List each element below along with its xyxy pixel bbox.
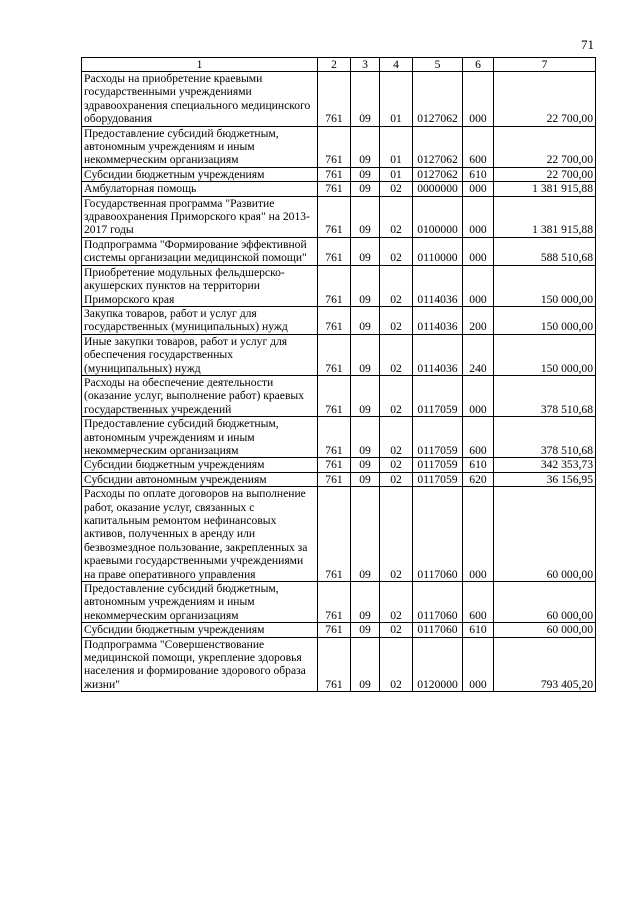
amount-cell: 60 000,00 (494, 487, 596, 582)
section-code-cell: 09 (351, 237, 380, 265)
header-cell-name: 1 (82, 58, 318, 72)
header-cell-ministry: 2 (318, 58, 351, 72)
header-cell-subsection: 4 (380, 58, 413, 72)
amount-cell: 588 510,68 (494, 237, 596, 265)
ministry-code-cell: 761 (318, 182, 351, 196)
subsection-code-cell: 02 (380, 334, 413, 375)
ministry-code-cell: 761 (318, 334, 351, 375)
ministry-code-cell: 761 (318, 72, 351, 127)
ministry-code-cell: 761 (318, 375, 351, 416)
row-name-cell: Расходы по оплате договоров на выполнение работ, оказание услуг, связанных с капитальным ремонтом нефинансовых активов, полученных в аренду или безвозмездное пользование, закрепленных за краевыми государственными учреждениями на праве оперативного управления (82, 487, 318, 582)
ministry-code-cell: 761 (318, 487, 351, 582)
row-name-cell: Расходы на приобретение краевыми государственными учреждениями здравоохранения специального медицинского оборудования (82, 72, 318, 127)
ministry-code-cell: 761 (318, 637, 351, 692)
ministry-code-cell: 761 (318, 167, 351, 181)
subsection-code-cell: 02 (380, 472, 413, 486)
target-article-cell: 0117059 (413, 458, 463, 472)
section-code-cell: 09 (351, 72, 380, 127)
expense-type-cell: 610 (463, 167, 494, 181)
row-name-cell: Предоставление субсидий бюджетным, автономным учреждениям и иным некоммерческим организациям (82, 417, 318, 458)
expense-type-cell: 000 (463, 182, 494, 196)
ministry-code-cell: 761 (318, 126, 351, 167)
page-number: 71 (581, 37, 594, 52)
subsection-code-cell: 02 (380, 582, 413, 623)
target-article-cell: 0117060 (413, 487, 463, 582)
subsection-code-cell: 02 (380, 637, 413, 692)
amount-cell: 150 000,00 (494, 334, 596, 375)
row-name-cell: Субсидии бюджетным учреждениям (82, 167, 318, 181)
target-article-cell: 0110000 (413, 237, 463, 265)
expense-type-cell: 000 (463, 375, 494, 416)
section-code-cell: 09 (351, 487, 380, 582)
header-cell-amount: 7 (494, 58, 596, 72)
expense-type-cell: 600 (463, 126, 494, 167)
row-name-cell: Субсидии бюджетным учреждениям (82, 458, 318, 472)
subsection-code-cell: 02 (380, 237, 413, 265)
target-article-cell: 0117060 (413, 582, 463, 623)
header-row (82, 58, 596, 72)
table-row (82, 582, 596, 623)
expense-type-cell: 600 (463, 417, 494, 458)
table-row (82, 167, 596, 181)
section-code-cell: 09 (351, 582, 380, 623)
amount-cell: 378 510,68 (494, 417, 596, 458)
amount-cell: 1 381 915,88 (494, 182, 596, 196)
subsection-code-cell: 01 (380, 126, 413, 167)
target-article-cell: 0127062 (413, 72, 463, 127)
ministry-code-cell: 761 (318, 472, 351, 486)
subsection-code-cell: 02 (380, 265, 413, 306)
row-name-cell: Расходы на обеспечение деятельности (оказание услуг, выполнение работ) краевых государственных учреждений (82, 375, 318, 416)
target-article-cell: 0117059 (413, 417, 463, 458)
table-row (82, 472, 596, 486)
subsection-code-cell: 02 (380, 623, 413, 637)
header-cell-expense-type: 6 (463, 58, 494, 72)
table-body (82, 72, 596, 692)
table-row (82, 306, 596, 334)
table-row (82, 375, 596, 416)
header-cell-section: 3 (351, 58, 380, 72)
target-article-cell: 0120000 (413, 637, 463, 692)
target-article-cell: 0127062 (413, 167, 463, 181)
subsection-code-cell: 02 (380, 196, 413, 237)
subsection-code-cell: 01 (380, 72, 413, 127)
amount-cell: 60 000,00 (494, 582, 596, 623)
expense-type-cell: 620 (463, 472, 494, 486)
section-code-cell: 09 (351, 623, 380, 637)
amount-cell: 150 000,00 (494, 265, 596, 306)
ministry-code-cell: 761 (318, 582, 351, 623)
expense-type-cell: 610 (463, 623, 494, 637)
amount-cell: 793 405,20 (494, 637, 596, 692)
section-code-cell: 09 (351, 265, 380, 306)
row-name-cell: Подпрограмма "Формирование эффективной системы организации медицинской помощи" (82, 237, 318, 265)
subsection-code-cell: 02 (380, 306, 413, 334)
target-article-cell: 0114036 (413, 334, 463, 375)
subsection-code-cell: 02 (380, 375, 413, 416)
section-code-cell: 09 (351, 637, 380, 692)
row-name-cell: Закупка товаров, работ и услуг для государственных (муниципальных) нужд (82, 306, 318, 334)
expense-type-cell: 000 (463, 237, 494, 265)
table-row (82, 196, 596, 237)
ministry-code-cell: 761 (318, 265, 351, 306)
amount-cell: 22 700,00 (494, 72, 596, 127)
row-name-cell: Амбулаторная помощь (82, 182, 318, 196)
subsection-code-cell: 02 (380, 417, 413, 458)
table-row (82, 237, 596, 265)
table-row (82, 417, 596, 458)
table-row (82, 126, 596, 167)
section-code-cell: 09 (351, 334, 380, 375)
expense-type-cell: 610 (463, 458, 494, 472)
expense-type-cell: 600 (463, 582, 494, 623)
budget-table (81, 57, 596, 692)
ministry-code-cell: 761 (318, 417, 351, 458)
expense-type-cell: 000 (463, 72, 494, 127)
amount-cell: 22 700,00 (494, 167, 596, 181)
amount-cell: 150 000,00 (494, 306, 596, 334)
subsection-code-cell: 02 (380, 458, 413, 472)
table-row (82, 623, 596, 637)
table-row (82, 458, 596, 472)
section-code-cell: 09 (351, 167, 380, 181)
section-code-cell: 09 (351, 472, 380, 486)
expense-type-cell: 240 (463, 334, 494, 375)
expense-type-cell: 000 (463, 265, 494, 306)
table-row (82, 637, 596, 692)
row-name-cell: Субсидии бюджетным учреждениям (82, 623, 318, 637)
row-name-cell: Иные закупки товаров, работ и услуг для обеспечения государственных (муниципальных) нужд (82, 334, 318, 375)
section-code-cell: 09 (351, 126, 380, 167)
section-code-cell: 09 (351, 306, 380, 334)
table-header (82, 58, 596, 72)
table-row (82, 334, 596, 375)
table-row (82, 72, 596, 127)
table-row (82, 182, 596, 196)
ministry-code-cell: 761 (318, 196, 351, 237)
ministry-code-cell: 761 (318, 458, 351, 472)
ministry-code-cell: 761 (318, 623, 351, 637)
target-article-cell: 0117059 (413, 375, 463, 416)
section-code-cell: 09 (351, 458, 380, 472)
row-name-cell: Приобретение модульных фельдшерско-акушерских пунктов на территории Приморского края (82, 265, 318, 306)
target-article-cell: 0127062 (413, 126, 463, 167)
expense-type-cell: 000 (463, 487, 494, 582)
amount-cell: 60 000,00 (494, 623, 596, 637)
target-article-cell: 0117060 (413, 623, 463, 637)
target-article-cell: 0117059 (413, 472, 463, 486)
section-code-cell: 09 (351, 375, 380, 416)
ministry-code-cell: 761 (318, 237, 351, 265)
ministry-code-cell: 761 (318, 306, 351, 334)
target-article-cell: 0114036 (413, 265, 463, 306)
expense-type-cell: 000 (463, 637, 494, 692)
amount-cell: 36 156,95 (494, 472, 596, 486)
expense-type-cell: 200 (463, 306, 494, 334)
subsection-code-cell: 01 (380, 167, 413, 181)
amount-cell: 22 700,00 (494, 126, 596, 167)
subsection-code-cell: 02 (380, 182, 413, 196)
row-name-cell: Субсидии автономным учреждениям (82, 472, 318, 486)
section-code-cell: 09 (351, 182, 380, 196)
row-name-cell: Государственная программа "Развитие здравоохранения Приморского края" на 2013-2017 годы (82, 196, 318, 237)
header-cell-target-article: 5 (413, 58, 463, 72)
subsection-code-cell: 02 (380, 487, 413, 582)
row-name-cell: Предоставление субсидий бюджетным, автономным учреждениям и иным некоммерческим организациям (82, 126, 318, 167)
target-article-cell: 0000000 (413, 182, 463, 196)
table-row (82, 265, 596, 306)
section-code-cell: 09 (351, 417, 380, 458)
row-name-cell: Подпрограмма "Совершенствование медицинской помощи, укрепление здоровья населения и формирование здорового образа жизни" (82, 637, 318, 692)
target-article-cell: 0100000 (413, 196, 463, 237)
amount-cell: 342 353,73 (494, 458, 596, 472)
table-row (82, 487, 596, 582)
section-code-cell: 09 (351, 196, 380, 237)
target-article-cell: 0114036 (413, 306, 463, 334)
amount-cell: 378 510,68 (494, 375, 596, 416)
expense-type-cell: 000 (463, 196, 494, 237)
amount-cell: 1 381 915,88 (494, 196, 596, 237)
row-name-cell: Предоставление субсидий бюджетным, автономным учреждениям и иным некоммерческим организациям (82, 582, 318, 623)
